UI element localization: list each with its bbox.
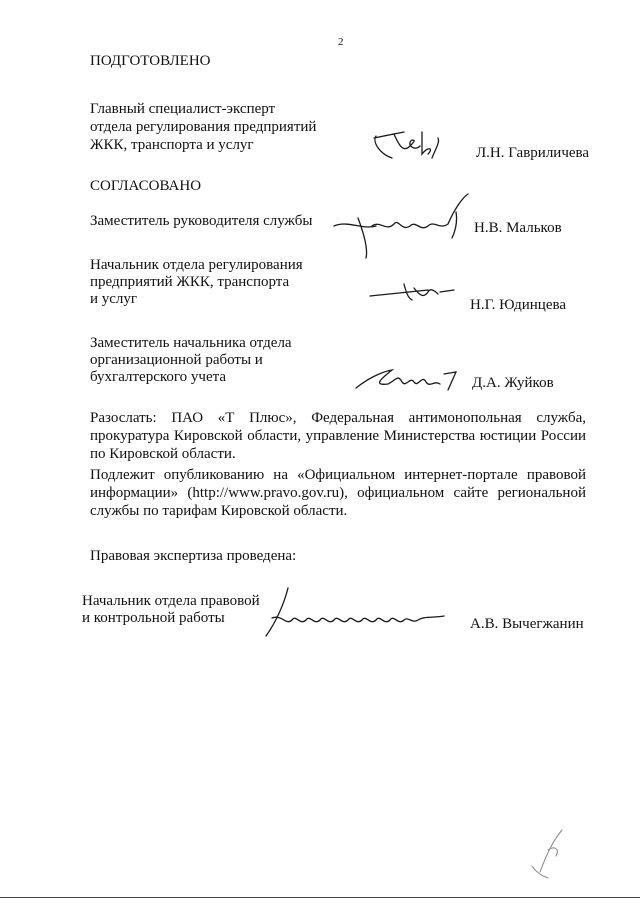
signer-position-line: предприятий ЖКК, транспорта	[90, 274, 290, 290]
signature-yudintseva	[368, 278, 458, 304]
legal-review-position-line: и контрольной работы	[82, 610, 225, 626]
signer-name: Н.Г. Юдинцева	[470, 297, 567, 313]
signature-zhuykov	[352, 360, 462, 396]
page-bottom-border	[0, 897, 640, 898]
signature-vychegzhanin	[262, 586, 452, 642]
legal-review-position-line: Начальник отдела правовой	[82, 593, 260, 609]
prepared-position-line: отдела регулирования предприятий	[90, 119, 317, 135]
page-number: 2	[338, 36, 344, 48]
signer-position-line: Заместитель руководителя службы	[90, 213, 313, 229]
signer-position-line: Начальник отдела регулирования	[90, 257, 303, 273]
signature-gavrilicheva	[370, 128, 450, 164]
signer-position-line: организационной работы и	[90, 352, 263, 368]
signature-malkov	[328, 190, 478, 260]
prepared-position-line: Главный специалист-эксперт	[90, 101, 276, 117]
agreed-heading: СОГЛАСОВАНО	[90, 178, 202, 194]
publication-paragraph: Подлежит опубликованию на «Официальном интернет-портале правовой информации» (http://www.pravo.gov.ru), официальном сайте региональной службы по тарифам Кировской области.	[90, 467, 586, 519]
legal-review-statement: Правовая экспертиза проведена:	[90, 548, 297, 564]
initials-mark	[522, 826, 572, 882]
signer-name: Д.А. Жуйков	[472, 375, 554, 391]
legal-review-name: А.В. Вычегжанин	[470, 616, 584, 632]
prepared-heading: ПОДГОТОВЛЕНО	[90, 53, 211, 69]
distribution-paragraph: Разослать: ПАО «Т Плюс», Федеральная антимонопольная служба, прокуратура Кировской области, управление Министерства юстиции России по Кировской области.	[90, 410, 586, 462]
prepared-position-line: ЖКК, транспорта и услуг	[90, 137, 254, 153]
signer-position-line: Заместитель начальника отдела	[90, 335, 292, 351]
signer-position-line: и услуг	[90, 291, 138, 307]
prepared-name: Л.Н. Гавриличева	[476, 145, 590, 161]
signer-name: Н.В. Мальков	[474, 220, 562, 236]
signer-position-line: бухгалтерского учета	[90, 369, 227, 385]
